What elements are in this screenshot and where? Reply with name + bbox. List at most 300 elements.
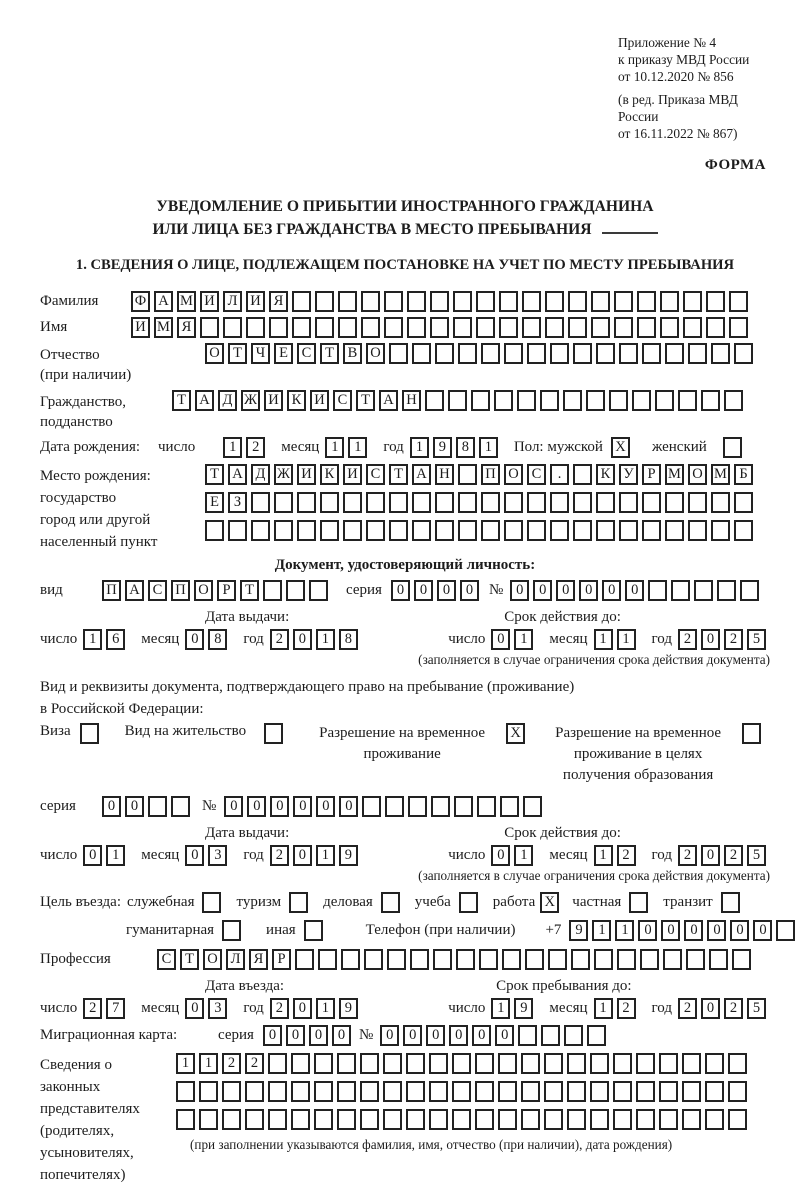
char-cell [435,492,454,513]
char-cell [475,1109,494,1130]
char-cell: 5 [747,629,766,650]
char-cell: 1 [491,998,510,1019]
char-cell [544,1081,563,1102]
char-cell: К [320,464,339,485]
char-cell [251,520,270,541]
char-cell [471,390,490,411]
char-cell: Т [320,343,339,364]
char-cell: 0 [426,1025,445,1046]
char-cell [659,1081,678,1102]
char-cell [494,390,513,411]
char-cell [525,949,544,970]
char-cell: 1 [410,437,429,458]
char-cell [360,1081,379,1102]
char-cell [383,1053,402,1074]
purpose-label: Цель въезда: [40,894,121,910]
char-cell: Р [642,464,661,485]
study-checkbox [459,892,482,913]
char-cell: Р [272,949,291,970]
year-label: год [383,439,404,455]
patronymic-label: Отчество (при наличии) [40,347,132,383]
stay-until-group [448,998,770,1019]
birth-day-cells [223,437,269,458]
day-label: число [40,1000,78,1016]
char-cell [291,1081,310,1102]
char-cell: 1 [223,437,242,458]
representatives-line2-cells [176,1081,751,1102]
char-cell [642,343,661,364]
stay-until-year-cells [678,998,770,1019]
char-cell [481,343,500,364]
given-name-row [40,317,770,338]
revision-line: от 16.11.2022 № 867) [618,126,738,141]
char-cell [407,317,426,338]
doc-type-cells [102,580,332,601]
char-cell [429,1081,448,1102]
citizenship-row [40,390,770,432]
char-cell: Е [205,492,224,513]
migration-series-cells [263,1025,355,1046]
char-cell [456,949,475,970]
char-cell [723,437,742,458]
char-cell: Р [217,580,236,601]
char-cell [384,317,403,338]
char-cell [614,291,633,312]
char-cell: 9 [514,998,533,1019]
char-cell: Т [172,390,191,411]
char-cell [337,1081,356,1102]
char-cell [573,464,592,485]
char-cell: 1 [615,920,634,941]
transit-checkbox [721,892,744,913]
char-cell [385,796,404,817]
char-cell [433,949,452,970]
doc-series-label: серия [346,582,382,598]
char-cell: 0 [247,796,266,817]
temp-residence-education-checkbox [742,723,765,744]
stay-doc-series-row [40,796,770,817]
char-cell [640,949,659,970]
char-cell [567,1053,586,1074]
char-cell: 5 [747,998,766,1019]
char-cell: И [131,317,150,338]
char-cell: 0 [309,1025,328,1046]
birthplace-line2-cells [205,492,757,513]
char-cell [587,1025,606,1046]
char-cell [429,1053,448,1074]
char-cell: 2 [724,629,743,650]
expiry-month-cells [594,629,640,650]
revision-line: (в ред. Приказа МВД России [618,92,738,124]
char-cell [452,1081,471,1102]
char-cell: 0 [661,920,680,941]
identity-doc-heading: Документ, удостоверяющий личность: [274,557,536,573]
char-cell: А [379,390,398,411]
char-cell [523,796,542,817]
business-checkbox [381,892,404,913]
notification-title [40,195,770,241]
char-cell: О [203,949,222,970]
char-cell [320,492,339,513]
char-cell: 1 [514,629,533,650]
char-cell: 9 [433,437,452,458]
year-label: год [651,847,672,863]
char-cell [728,1109,747,1130]
char-cell [406,1081,425,1102]
char-cell: Т [205,464,224,485]
stay-series-label: серия [40,798,76,814]
month-label: месяц [141,1000,180,1016]
issue-date-title: Дата выдачи: [205,825,290,841]
title-line2: ИЛИ ЛИЦА БЕЗ ГРАЖДАНСТВА В МЕСТО ПРЕБЫВАНИЯ [40,218,770,241]
char-cell [341,949,360,970]
char-cell [683,291,702,312]
char-cell: А [195,390,214,411]
char-cell [637,317,656,338]
char-cell: О [688,464,707,485]
visa-checkbox [80,723,103,744]
char-cell: 2 [222,1053,241,1074]
char-cell [717,580,736,601]
char-cell [448,390,467,411]
char-cell [498,1081,517,1102]
char-cell: А [412,464,431,485]
doc-series-cells [391,580,483,601]
char-cell [660,317,679,338]
migration-series-label: серия [218,1027,254,1043]
char-cell: 0 [263,1025,282,1046]
month-label: месяц [549,847,588,863]
identity-doc-dates-row [40,629,770,650]
char-cell [636,1081,655,1102]
char-cell: А [125,580,144,601]
char-cell: 9 [569,920,588,941]
stay-series-cells [102,796,194,817]
char-cell [567,1081,586,1102]
char-cell: 1 [325,437,344,458]
month-label: месяц [141,631,180,647]
char-cell: Н [402,390,421,411]
char-cell [458,464,477,485]
char-cell [387,949,406,970]
char-cell [435,520,454,541]
char-cell [452,1053,471,1074]
purpose-humanitarian: гуманитарная [126,920,245,941]
char-cell [268,1081,287,1102]
char-cell: И [246,291,265,312]
birthplace-label: Место рождения: государство город или другой населенный пункт [40,468,158,550]
month-label: месяц [281,439,320,455]
char-cell [590,1053,609,1074]
migration-number-cells [380,1025,610,1046]
char-cell [573,492,592,513]
char-cell [430,317,449,338]
char-cell [544,1053,563,1074]
char-cell: 0 [286,1025,305,1046]
char-cell: С [157,949,176,970]
char-cell: 3 [208,845,227,866]
char-cell: Ж [274,464,293,485]
doc-type-label: вид [40,582,63,598]
given-name-cells [131,317,752,338]
char-cell [366,520,385,541]
char-cell: И [297,464,316,485]
residence-permit-label: Вид на жительство [124,723,247,739]
section1-body [40,291,770,1186]
birthdate-label: Дата рождения: [40,439,141,455]
char-cell [705,1053,724,1074]
visa-option [40,723,103,744]
char-cell [636,1109,655,1130]
char-cell: М [711,464,730,485]
char-cell [274,492,293,513]
phone-cells [569,920,799,941]
char-cell [724,390,743,411]
birthdate-group [158,437,502,458]
char-cell [594,949,613,970]
char-cell [567,1109,586,1130]
char-cell: Д [251,464,270,485]
char-cell [199,1081,218,1102]
char-cell: 0 [316,796,335,817]
char-cell [740,580,759,601]
char-cell: 1 [594,998,613,1019]
char-cell: 0 [495,1025,514,1046]
char-cell [655,390,674,411]
identity-doc-date-titles [40,609,770,626]
purpose-study: учеба [415,892,482,913]
stay-issue-year-cells [270,845,362,866]
char-cell: 8 [456,437,475,458]
char-cell: У [619,464,638,485]
char-cell [545,317,564,338]
char-cell [659,1053,678,1074]
char-cell: О [205,343,224,364]
char-cell [176,1109,195,1130]
char-cell: В [343,343,362,364]
char-cell [475,1081,494,1102]
char-cell [540,390,559,411]
char-cell [269,317,288,338]
stay-issue-group [40,845,448,866]
identity-doc-row [40,580,770,601]
char-cell: Б [734,464,753,485]
char-cell [527,343,546,364]
char-cell: 1 [479,437,498,458]
char-cell: X [506,723,525,744]
char-cell: 0 [185,998,204,1019]
char-cell: М [665,464,684,485]
char-cell: 0 [293,796,312,817]
entry-date-title: Дата въезда: [205,978,285,994]
issue-day-cells [83,629,129,650]
char-cell [389,520,408,541]
char-cell [251,492,270,513]
patronymic-row [40,343,770,385]
char-cell [222,1109,241,1130]
day-label: число [448,847,486,863]
char-cell: Д [218,390,237,411]
char-cell [590,1081,609,1102]
char-cell: Н [435,464,454,485]
char-cell [596,520,615,541]
char-cell [343,520,362,541]
char-cell: К [596,464,615,485]
char-cell [223,317,242,338]
char-cell [479,949,498,970]
char-cell [694,580,713,601]
char-cell: 1 [592,920,611,941]
char-cell: 0 [224,796,243,817]
citizenship-cells [172,390,747,411]
year-label: год [243,847,264,863]
char-cell: Я [269,291,288,312]
char-cell [360,1109,379,1130]
char-cell: 1 [316,998,335,1019]
char-cell [590,1109,609,1130]
purpose-official: служебная [127,892,226,913]
char-cell [550,520,569,541]
expiry-year-cells [678,629,770,650]
day-label: число [158,439,196,455]
char-cell [314,1081,333,1102]
stay-expiry-month-cells [594,845,640,866]
char-cell [425,390,444,411]
char-cell: С [297,343,316,364]
char-cell [412,343,431,364]
char-cell [199,1109,218,1130]
char-cell: 0 [701,998,720,1019]
char-cell [591,291,610,312]
char-cell: 2 [678,845,697,866]
char-cell [360,1053,379,1074]
char-cell: 1 [83,629,102,650]
char-cell: 0 [185,845,204,866]
char-cell [706,317,725,338]
char-cell: З [228,492,247,513]
temp-residence-checkbox [506,723,529,744]
char-cell [453,291,472,312]
char-cell: 9 [339,845,358,866]
char-cell [431,796,450,817]
char-cell [665,492,684,513]
char-cell [563,390,582,411]
char-cell: 0 [602,580,621,601]
char-cell [429,1109,448,1130]
char-cell: И [343,464,362,485]
char-cell: 5 [747,845,766,866]
char-cell [292,317,311,338]
char-cell: 0 [380,1025,399,1046]
char-cell [200,317,219,338]
year-label: год [243,631,264,647]
stay-expiry-group [448,845,770,866]
char-cell: П [102,580,121,601]
section1-heading: 1. СВЕДЕНИЯ О ЛИЦЕ, ПОДЛЕЖАЩЕМ ПОСТАНОВКЕ НА УЧЕТ ПО МЕСТУ ПРЕБЫВАНИЯ [75,257,735,273]
char-cell [502,949,521,970]
char-cell [742,723,761,744]
char-cell: 0 [533,580,552,601]
birth-month-cells [325,437,371,458]
char-cell: 0 [472,1025,491,1046]
char-cell [228,520,247,541]
char-cell: 0 [293,629,312,650]
expiry-date-title: Срок действия до: [504,609,621,625]
char-cell: 2 [270,629,289,650]
char-cell [527,520,546,541]
birth-year-cells [410,437,502,458]
char-cell [629,892,648,913]
char-cell [477,796,496,817]
char-cell: 2 [617,845,636,866]
temp-residence-education-option [543,723,765,786]
char-cell [734,492,753,513]
char-cell [517,390,536,411]
char-cell: 0 [437,580,456,601]
char-cell [498,1109,517,1130]
birthplace-line1-cells [205,464,757,485]
char-cell: Л [223,291,242,312]
char-cell [297,492,316,513]
stay-doc-options [40,723,770,786]
day-label: число [40,631,78,647]
char-cell [665,520,684,541]
char-cell: 0 [491,629,510,650]
char-cell: М [154,317,173,338]
char-cell [688,343,707,364]
char-cell [659,1109,678,1130]
char-cell [407,291,426,312]
char-cell: 0 [510,580,529,601]
char-cell [263,580,282,601]
char-cell: 9 [339,998,358,1019]
char-cell: Т [389,464,408,485]
char-cell [481,520,500,541]
representatives-row [40,1053,770,1186]
stay-doc-dates-row [40,845,770,866]
stay-issue-month-cells [185,845,231,866]
residence-permit-checkbox [264,723,287,744]
char-cell [705,1081,724,1102]
char-cell [361,291,380,312]
day-label: число [40,847,78,863]
appendix-line: Приложение № 4 [618,35,717,50]
char-cell: 0 [625,580,644,601]
char-cell: 1 [617,629,636,650]
stay-number-label: № [202,798,217,814]
surname-row [40,291,770,312]
char-cell [292,291,311,312]
visa-label: Виза [40,723,71,739]
citizenship-label: Гражданство, подданство [40,394,127,430]
char-cell [648,580,667,601]
char-cell [671,580,690,601]
char-cell [412,492,431,513]
month-label: месяц [141,847,180,863]
char-cell [711,492,730,513]
char-cell [309,580,328,601]
char-cell [80,723,99,744]
tourism-checkbox [289,892,312,913]
char-cell: 0 [684,920,703,941]
year-label: год [651,631,672,647]
profession-cells [157,949,755,970]
char-cell: 0 [491,845,510,866]
char-cell [291,1109,310,1130]
char-cell [318,949,337,970]
char-cell [297,520,316,541]
char-cell [476,317,495,338]
